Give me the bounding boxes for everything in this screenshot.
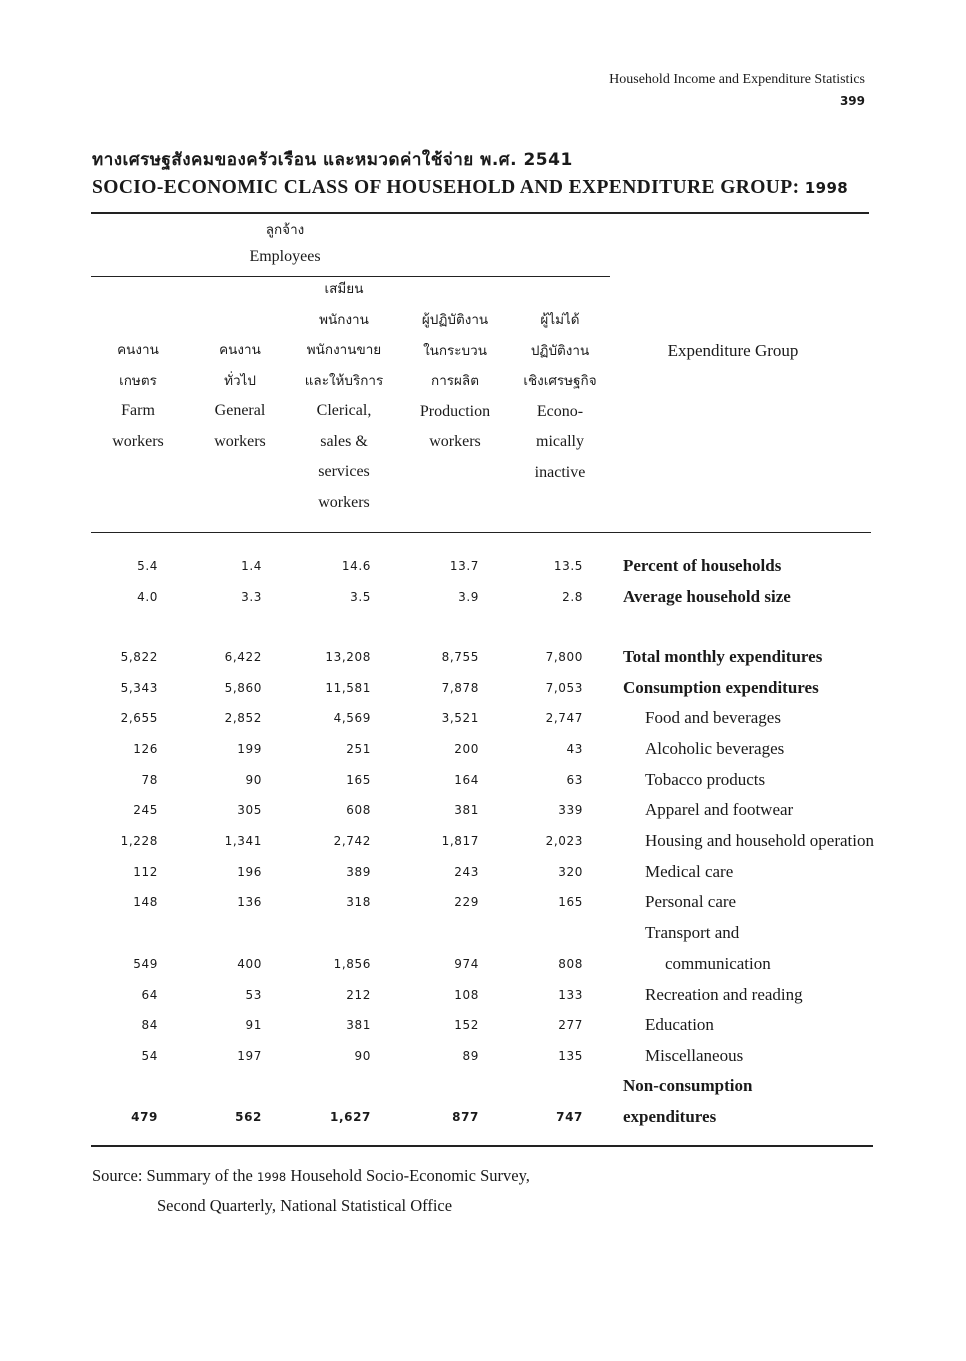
- table-row-avg-household-size: [0, 582, 966, 612]
- value-cell: 318: [346, 895, 371, 909]
- value-cell: 78: [141, 773, 158, 787]
- value-cell: 389: [346, 865, 371, 879]
- column-header-general-workers: [200, 335, 280, 457]
- value-cell: 562: [235, 1110, 262, 1124]
- value-cell: 112: [133, 865, 158, 879]
- expenditure-label: Consumption expenditures: [623, 678, 819, 697]
- expenditure-label: Recreation and reading: [645, 985, 803, 1004]
- header-thai-line: พนักงานขาย: [306, 342, 382, 358]
- header-thai-line: เกษตร: [119, 372, 157, 389]
- expenditure-label: Housing and household operation: [645, 831, 874, 850]
- english-title-year: 1998: [804, 179, 849, 197]
- expenditure-label: Average household size: [623, 587, 791, 606]
- value-cell: 196: [237, 865, 262, 879]
- header-thai-line: เสมียน: [324, 281, 364, 297]
- header-thai-line: ทั่วไป: [224, 372, 256, 389]
- value-cell: 549: [133, 957, 158, 971]
- value-cell: 8,755: [441, 650, 479, 664]
- header-english-line: workers: [429, 433, 481, 450]
- value-cell: 5,343: [120, 681, 158, 695]
- value-cell: 1,228: [120, 834, 158, 848]
- table-row-percent-households: [0, 551, 966, 581]
- value-cell: 1,341: [224, 834, 262, 848]
- value-cell: 63: [566, 773, 583, 787]
- source-text: Household Socio-Economic Survey,: [286, 1166, 530, 1185]
- value-cell: 135: [558, 1049, 583, 1063]
- value-cell: 90: [354, 1049, 371, 1063]
- value-cell: 808: [558, 957, 583, 971]
- value-cell: 14.6: [341, 559, 371, 573]
- table-row-consumption: [0, 673, 966, 703]
- value-cell: 11,581: [325, 681, 371, 695]
- table-row-apparel-footwear: [0, 795, 966, 825]
- column-header-clerical-workers: [294, 274, 394, 518]
- value-cell: 2,747: [545, 711, 583, 725]
- expenditure-label: Total monthly expenditures: [623, 647, 823, 666]
- value-cell: 5,860: [224, 681, 262, 695]
- expenditure-label: Food and beverages: [645, 708, 781, 727]
- thai-title: ทางเศรษฐสังคมของครัวเรือน และหมวดค่าใช้จ่าย พ.ศ. 2541: [92, 150, 573, 170]
- header-english-line: Production: [419, 402, 491, 420]
- table-row-recreation-reading: [0, 980, 966, 1010]
- value-cell: 90: [245, 773, 262, 787]
- value-cell: 479: [131, 1110, 158, 1124]
- table-row-tobacco: [0, 765, 966, 795]
- value-cell: 251: [346, 742, 371, 756]
- table-row-personal-care: [0, 887, 966, 917]
- value-cell: 5,822: [120, 650, 158, 664]
- value-cell: 4.0: [137, 590, 158, 604]
- value-cell: 381: [346, 1018, 371, 1032]
- value-cell: 2,742: [333, 834, 371, 848]
- expenditure-label: communication: [665, 954, 771, 973]
- value-cell: 608: [346, 803, 371, 817]
- value-cell: 877: [452, 1110, 479, 1124]
- value-cell: 5.4: [137, 559, 158, 573]
- source-year: 1998: [256, 1170, 287, 1184]
- english-title: [92, 177, 848, 199]
- value-cell: 91: [245, 1018, 262, 1032]
- value-cell: 1.4: [241, 559, 262, 573]
- value-cell: 2,852: [224, 711, 262, 725]
- value-cell: 164: [454, 773, 479, 787]
- value-cell: 381: [454, 803, 479, 817]
- running-head-title: Household Income and Expenditure Statistics: [609, 72, 865, 87]
- header-english-line: General: [214, 402, 266, 419]
- value-cell: 197: [237, 1049, 262, 1063]
- value-cell: 3.5: [350, 590, 371, 604]
- value-cell: 229: [454, 895, 479, 909]
- expenditure-label: Personal care: [645, 892, 737, 911]
- value-cell: 152: [454, 1018, 479, 1032]
- source-text: Source: Summary of the: [92, 1166, 257, 1185]
- value-cell: 6,422: [224, 650, 262, 664]
- column-header-farm-workers: [98, 335, 178, 457]
- header-thai-line: พนักงาน: [319, 311, 369, 328]
- source-line-2: Second Quarterly, National Statistical Office: [157, 1196, 453, 1215]
- header-thai-line: การผลิต: [431, 373, 479, 389]
- value-cell: 7,053: [545, 681, 583, 695]
- english-title-main: SOCIO-ECONOMIC CLASS OF HOUSEHOLD AND EXPENDITURE GROUP:: [92, 177, 805, 198]
- value-cell: 277: [558, 1018, 583, 1032]
- value-cell: 3.9: [458, 590, 479, 604]
- value-cell: 339: [558, 803, 583, 817]
- header-thai-line: เชิงเศรษฐกิจ: [523, 373, 597, 389]
- value-cell: 3.3: [241, 590, 262, 604]
- value-cell: 200: [454, 742, 479, 756]
- bottom-rule: [91, 1145, 873, 1147]
- value-cell: 3,521: [441, 711, 479, 725]
- value-cell: 43: [566, 742, 583, 756]
- table-row-food-beverages: [0, 703, 966, 733]
- header-thai-line: คนงาน: [219, 342, 261, 358]
- header-english-line: Econo-: [536, 402, 584, 420]
- header-thai-line: ในกระบวน: [423, 342, 487, 359]
- header-thai-line: และให้บริการ: [304, 372, 384, 389]
- value-cell: 13.7: [449, 559, 479, 573]
- header-english-line: services: [318, 463, 370, 480]
- header-english-line: inactive: [534, 463, 586, 481]
- header-english-line: sales &: [320, 432, 368, 450]
- value-cell: 89: [462, 1049, 479, 1063]
- value-cell: 165: [346, 773, 371, 787]
- expenditure-label: Medical care: [645, 862, 734, 881]
- value-cell: 13.5: [553, 559, 583, 573]
- value-cell: 126: [133, 742, 158, 756]
- value-cell: 64: [141, 988, 158, 1002]
- header-english-line: Clerical,: [316, 402, 372, 419]
- value-cell: 133: [558, 988, 583, 1002]
- header-english-line: workers: [318, 493, 370, 511]
- expenditure-label: Alcoholic beverages: [645, 739, 785, 758]
- table-row-miscellaneous: [0, 1041, 966, 1071]
- table-row-housing: [0, 826, 966, 856]
- header-thai-line: ผู้ไม่ได้: [540, 312, 580, 328]
- expenditure-label: Apparel and footwear: [645, 800, 794, 819]
- header-english-line: Farm: [121, 402, 155, 419]
- source-line-1: [92, 1166, 530, 1186]
- expenditure-label: Miscellaneous: [645, 1046, 744, 1065]
- table-row-non-consumption: [0, 1076, 966, 1132]
- table-row-total-monthly: [0, 642, 966, 672]
- value-cell: 54: [141, 1049, 158, 1063]
- value-cell: 199: [237, 742, 262, 756]
- expenditure-label: Education: [645, 1015, 714, 1034]
- header-english-line: workers: [214, 432, 266, 450]
- value-cell: 165: [558, 895, 583, 909]
- expenditure-label: Tobacco products: [645, 770, 766, 789]
- value-cell: 1,856: [333, 957, 371, 971]
- value-cell: 4,569: [333, 711, 371, 725]
- expenditure-label: Non-consumption: [623, 1076, 753, 1096]
- value-cell: 1,627: [330, 1110, 371, 1124]
- value-cell: 2,655: [120, 711, 158, 725]
- value-cell: 136: [237, 895, 262, 909]
- expenditure-group-header: Expenditure Group: [667, 341, 799, 360]
- header-bottom-rule: [91, 532, 871, 533]
- value-cell: 305: [237, 803, 262, 817]
- value-cell: 148: [133, 895, 158, 909]
- expenditure-label: Percent of households: [623, 556, 782, 575]
- value-cell: 243: [454, 865, 479, 879]
- value-cell: 245: [133, 803, 158, 817]
- value-cell: 13,208: [325, 650, 371, 664]
- table-row-medical-care: [0, 857, 966, 887]
- employees-label-thai: ลูกจ้าง: [265, 222, 305, 238]
- expenditure-label: Transport and: [645, 923, 740, 943]
- value-cell: 2.8: [562, 590, 583, 604]
- value-cell: 974: [454, 957, 479, 971]
- header-thai-line: ปฏิบัติงาน: [530, 342, 590, 359]
- table-row-education: [0, 1010, 966, 1040]
- value-cell: 2,023: [545, 834, 583, 848]
- value-cell: 84: [141, 1018, 158, 1032]
- value-cell: 108: [454, 988, 479, 1002]
- value-cell: 212: [346, 988, 371, 1002]
- table-row-transport-communication: [0, 923, 966, 979]
- expenditure-label: expenditures: [623, 1107, 717, 1126]
- value-cell: 747: [556, 1110, 583, 1124]
- value-cell: 400: [237, 957, 262, 971]
- column-header-production-workers: [405, 305, 505, 458]
- header-english-line: mically: [536, 433, 584, 450]
- header-thai-line: ผู้ปฏิบัติงาน: [421, 312, 489, 328]
- value-cell: 7,878: [441, 681, 479, 695]
- value-cell: 320: [558, 865, 583, 879]
- value-cell: 7,800: [545, 650, 583, 664]
- header-thai-line: คนงาน: [117, 342, 159, 358]
- top-rule: [91, 212, 869, 214]
- table-row-alcoholic-beverages: [0, 734, 966, 764]
- column-header-economically-inactive: [510, 305, 610, 488]
- value-cell: 53: [245, 988, 262, 1002]
- value-cell: 1,817: [441, 834, 479, 848]
- page-number: 399: [839, 94, 865, 108]
- header-english-line: workers: [112, 432, 164, 450]
- employees-label: Employees: [249, 248, 321, 265]
